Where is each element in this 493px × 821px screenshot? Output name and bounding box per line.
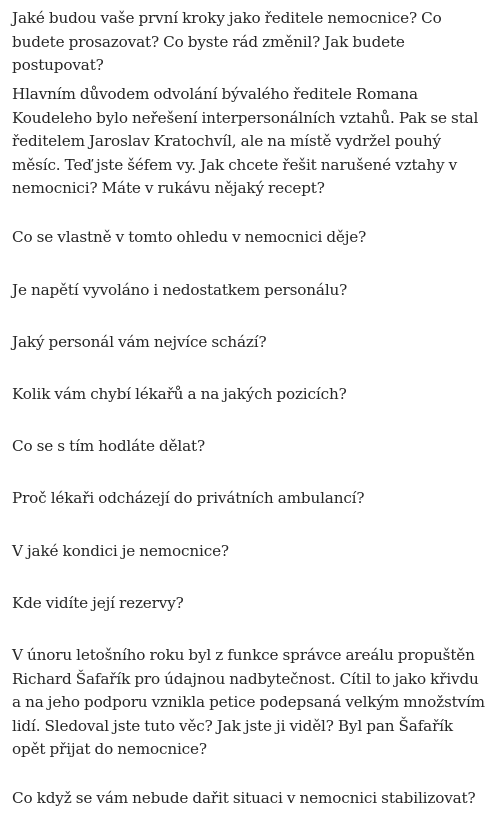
question-9: V jaké kondici je nemocnice?: [12, 542, 229, 560]
question-6: Kolik vám chybí lékařů a na jakých pozicích?: [12, 385, 347, 403]
question-4: Je napětí vyvoláno i nedostatkem personálu?: [12, 281, 348, 299]
question-12: Co když se vám nebude dařit situaci v nemocnici stabilizovat?: [12, 789, 476, 807]
question-1: Jaké budou vaše první kroky jako ředitele nemocnice? Co budete prosazovat? Co byste rád změnil? Jak budete postupovat?: [12, 9, 442, 74]
question-2: Hlavním důvodem odvolání bývalého ředitele Romana Koudeleho bylo neřešení interpersonálních vztahů. Pak se stal ředitelem Jaroslav Kratochvíl, ale na místě vydržel pouhý měsíc. Teď jste šéfem vy. Jak chcete řešit narušené vztahy v nemocnici? Máte v rukávu nějaký recept?: [12, 85, 479, 197]
question-3: Co se vlastně v tomto ohledu v nemocnici děje?: [12, 228, 367, 246]
question-5: Jaký personál vám nejvíce schází?: [12, 333, 267, 351]
question-8: Proč lékaři odcházejí do privátních ambulancí?: [12, 489, 365, 507]
question-11: V únoru letošního roku byl z funkce správce areálu propuštěn Richard Šafařík pro údajnou nadbytečnost. Cítil to jako křivdu a na jeho podporu vznikla petice podepsaná velkým množstvím lidí. Sledoval jste tuto věc? Jak jste ji viděl? Byl pan Šafařík opět přijat do nemocnice?: [12, 646, 485, 758]
question-7: Co se s tím hodláte dělat?: [12, 437, 205, 455]
question-10: Kde vidíte její rezervy?: [12, 594, 184, 612]
